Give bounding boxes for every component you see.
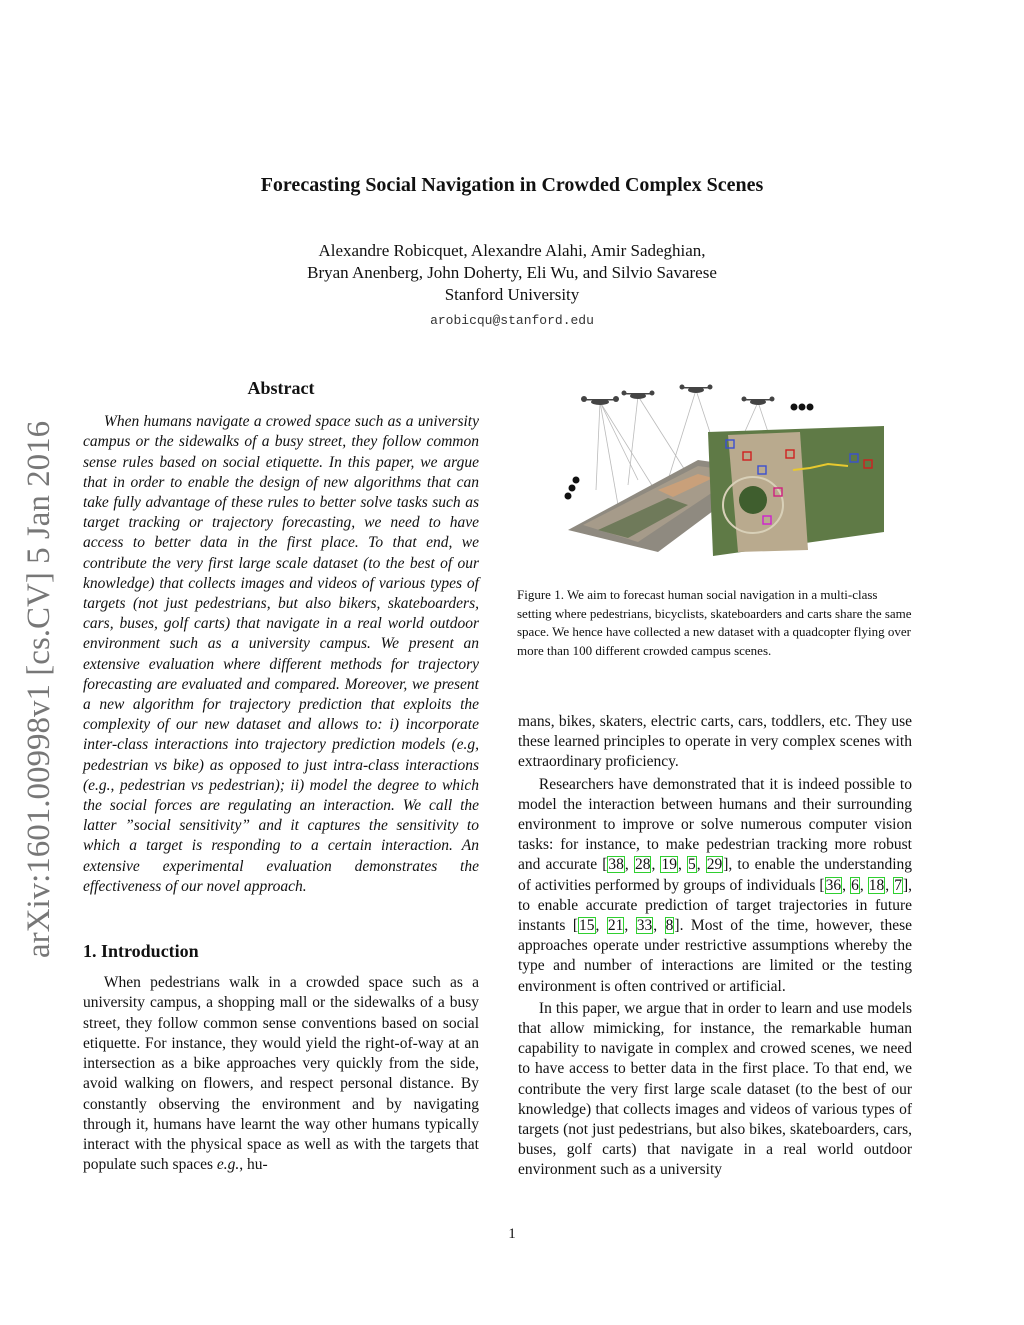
quadcopter-1 [581,396,619,405]
ellipsis-dots-top [791,404,814,411]
intro-p2-text-3: ], to enable accurate prediction of target trajectories in future instants [ [518,876,913,935]
page-number: 1 [508,1226,516,1242]
intro-p1-text-a: When pedestrians walk in a crowded space such as a university campus, a shopping mall or the sidewalks of a busy street, they follow common sense conventions based on social etiquette. For instance, they would yield the right-of-way at an intersection as a bike approaches very quickly from the side, avoid walking on flowers, and respect personal distance. By constantly observing the environment and by navigating through it, humans have learnt the way other humans typically interact with the physical space as well as with the targets that populate such spaces [83,974,479,1174]
citation-link[interactable]: 7 [894,876,902,894]
abstract-body: When humans navigate a crowed space such as a university campus or the sidewalks of a busy street, they follow common sense rules based on social etiquette. In this paper, we argue that in order to enable the design of new algorithms that can take fully advantage of these rules to better solve tasks such as target tracking or trajectory forecasting, we need to have access to better data in the first place. To that end, we contribute the very first large scale dataset (to the best of our knowledge) that collects images and videos of various types of targets (not just pedestrians, but also bikers, skateboarders, cars, buses, golf carts) that navigate in a real world outdoor environment such as a university campus. We present an extensive evaluation where different methods for trajectory forecasting are evaluated and compared. Moreover, we present a new algorithm for trajectory prediction that exploits the complexity of our new dataset and allows to: i) incorporate inter-class interactions into trajectory prediction models (e.g, pedestrian vs bike) as opposed to just intra-class interactions (e.g., pedestrian vs pedestrian); ii) model the degree to which the social forces are regulating an interaction. We call the latter ”social sensitivity” and it captures the sensitivity to which a target is responding to a certain interaction. An extensive experimental evaluation demonstrates the effectiveness of our novel approach. [83,413,479,895]
citation-link[interactable]: 36 [825,876,842,894]
photo-tree [739,486,767,514]
citation-link[interactable]: 28 [634,856,651,874]
intro-p2-text-1: Researchers have demonstrated that it is indeed possible to model the interaction between humans and their surrounding environment to improve or solve numerous computer vision tasks: for instance, to make pedestrian tracking more robust and accurate [ [518,775,912,874]
paper-title: Forecasting Social Navigation in Crowded Complex Scenes [260,174,764,196]
citation-link[interactable]: 29 [706,856,723,874]
citation-link[interactable]: 38 [608,856,624,874]
drone-scene-illustration [548,380,884,560]
introduction-heading: 1. Introduction [83,941,199,962]
intro-p1-eg: e.g. [216,1156,240,1174]
figure-1-image [548,380,884,560]
quadcopter-2 [622,391,655,400]
citation-group-tracking: 38, 28, 19, 5, 29 [608,856,723,874]
affiliation: Stanford University [444,285,580,304]
intro-paragraph-1 [83,973,479,1175]
citation-link[interactable]: 33 [636,917,653,935]
intro-paragraph-1-continued: mans, bikes, skaters, electric carts, cars, toddlers, etc. They use these learned principles to operate in very complex scenes with extraordinary proficiency. [518,713,912,771]
author-block [0,240,1024,332]
citation-group-activities: 36, 6, 18, 7 [825,876,902,894]
citation-link[interactable]: 15 [579,917,595,935]
citation-link[interactable]: 8 [665,917,674,935]
quadcopter-3 [680,385,713,394]
ellipsis-dots-left [565,477,580,500]
arxiv-stamp [20,368,58,958]
arxiv-stamp-text: arXiv:1601.00998v1 [cs.CV] 5 Jan 2016 [21,420,57,958]
intro-p2-text-2: ], to enable the understanding of activities performed by groups of individuals [ [518,856,913,894]
author-email: arobicqu@stanford.edu [430,313,594,328]
citation-link[interactable]: 6 [851,876,859,894]
intro-p2-text-4: ]. Most of the time, however, these approaches operate under restrictive assumptions whereby the type and number of interactions are limited or the testing environment is often contrived or artificial. [518,917,913,995]
citation-link[interactable]: 21 [607,917,624,935]
figure-1-caption: Figure 1. We aim to forecast human social navigation in a multi-class setting where pedestrians, bicyclists, skateboarders and carts share the same space. We hence have collected a new dataset with a quadcopter flying over more than 100 different crowded campus scenes. [517,587,912,658]
citation-link[interactable]: 18 [868,876,885,894]
citation-link[interactable]: 19 [661,856,677,874]
citation-group-trajectories: 15, 21, 33, 8 [579,917,674,935]
authors-line-2: Bryan Anenberg, John Doherty, Eli Wu, and Silvio Savarese [307,263,717,282]
intro-paragraph-2 [518,775,912,997]
citation-link[interactable]: 5 [687,856,696,874]
intro-p1-text-b-part1: , hu- [239,1156,268,1174]
left-column [83,378,479,1175]
photo-walkway [728,432,808,552]
intro-paragraph-3: In this paper, we argue that in order to learn and use models that allow mimicking, for instance, the remarkable human capability to navigate in complex and crowed scenes, we need to have access to better data in the first place. To that end, we contribute the very first large scale dataset (to the best of our knowledge) that collects images and videos of various types of targets (not just pedestrians, but also bikes, skateboarders, cars, buses, golf carts) that navigate in a real world outdoor environment such as a university [518,999,912,1179]
abstract-heading: Abstract [247,378,315,398]
authors-line-1: Alexandre Robicquet, Alexandre Alahi, Amir Sadeghian, [318,241,706,260]
quadcopters [581,385,775,406]
right-column [518,712,912,1181]
quadcopter-4 [742,397,775,406]
